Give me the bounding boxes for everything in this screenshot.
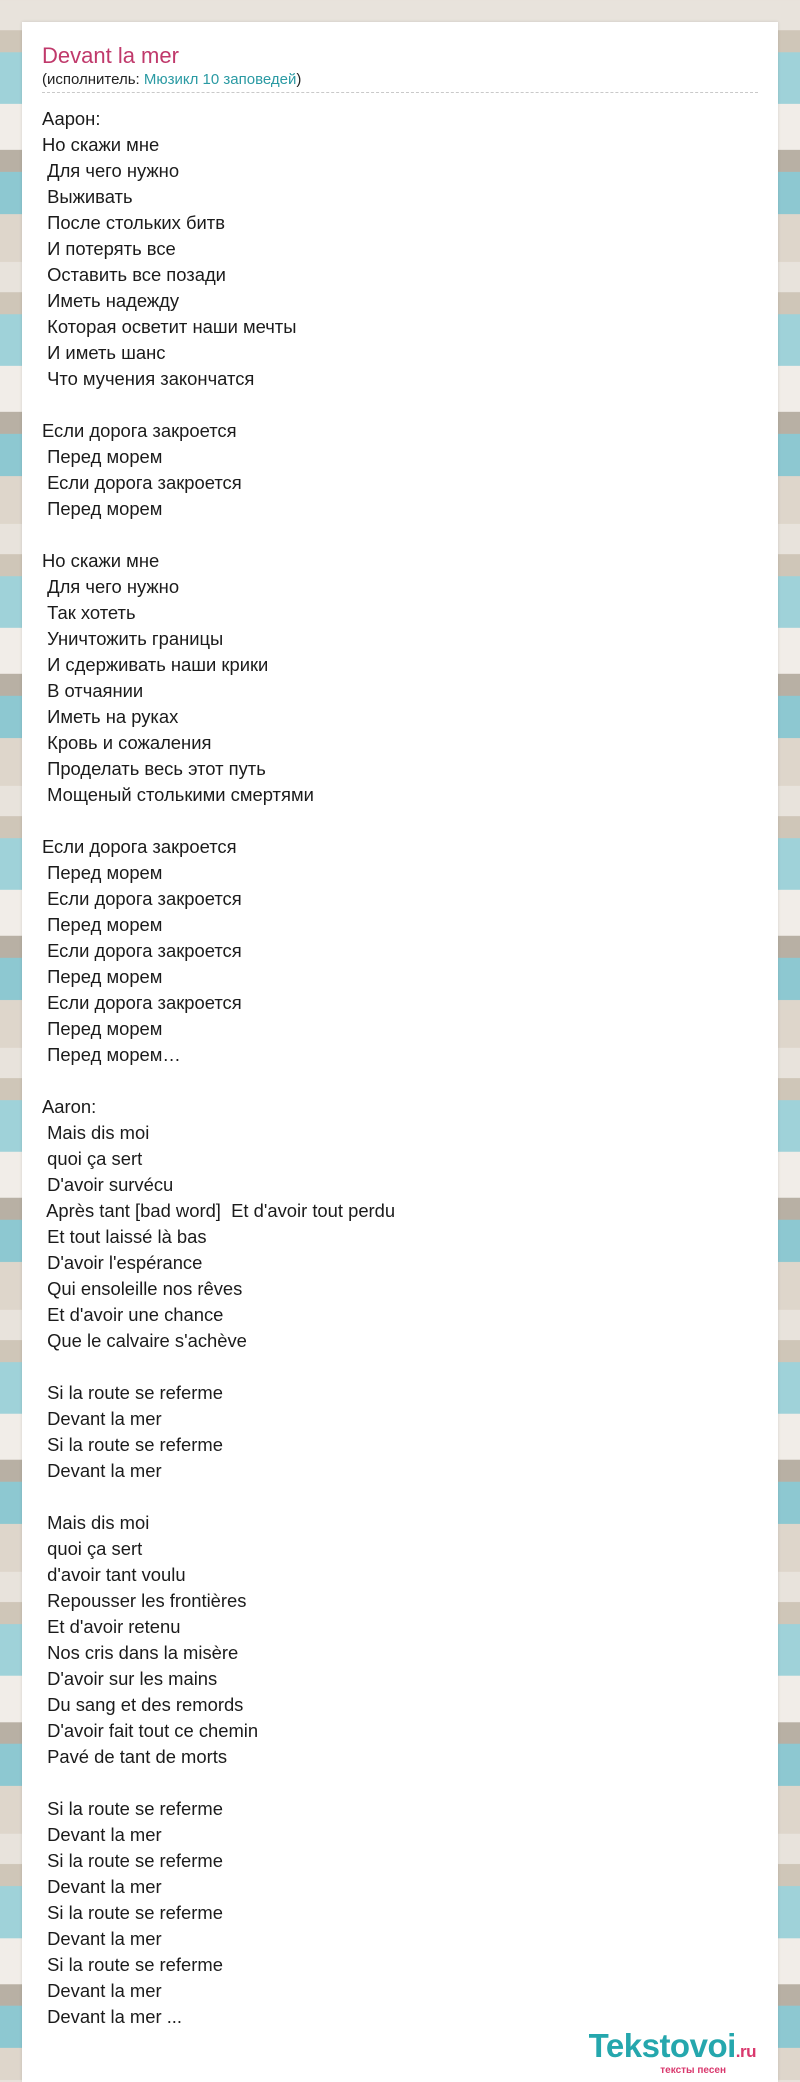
song-artist-line <box>42 70 758 89</box>
artist-prefix: (исполнитель: <box>42 71 144 88</box>
artist-suffix: ) <box>296 71 302 88</box>
logo-name: Tekstovoi <box>588 2027 736 2064</box>
artist-link[interactable]: Мюзикл 10 заповедей <box>143 71 297 88</box>
song-title: Devant la mer <box>42 43 179 68</box>
site-logo[interactable] <box>589 2029 756 2076</box>
song-header <box>42 42 758 93</box>
logo-tagline: тексты песен <box>660 2065 726 2076</box>
lyrics-card <box>22 22 778 2082</box>
logo-wordmark <box>589 2029 756 2069</box>
lyrics-text: Аарон: Но скажи мне Для чего нужно Выживать После стольких битв И потерять все Оставить все позади Иметь надежду Которая осветит наши мечты И иметь шанс Что мучения закончатся Если дорога закроется Перед морем Если дорога закроется Перед морем Но скажи мне Для чего нужно Так хотеть Уничтожить границы И сдерживать наши крики В отчаянии Иметь на руках Кровь и сожаления Проделать весь этот путь Мощеный столькими смертями Если дорога закроется Перед морем Если дорога закроется Перед морем Если дорога закроется Перед морем Если дорога закроется Перед морем Перед морем… Aaron: Mais dis moi quoi ça sert D'avoir survécu Après tant [bad word] Et d'avoir tout perdu Et tout laissé là bas D'avoir l'espérance Qui ensoleille nos rêves Et d'avoir une chance Que le calvaire s'achève Si la route se referme Devant la mer Si la route se referme Devant la mer Mais dis moi quoi ça sert d'avoir tant voulu Repousser les frontières Et d'avoir retenu Nos cris dans la misère D'avoir sur les mains Du sang et des remords D'avoir fait tout ce chemin Pavé de tant de morts Si la route se referme Devant la mer Si la route se referme Devant la mer Si la route se referme Devant la mer Si la route se referme Devant la mer Devant la mer ... <box>42 108 396 2027</box>
logo-tld: .ru <box>735 2042 756 2061</box>
